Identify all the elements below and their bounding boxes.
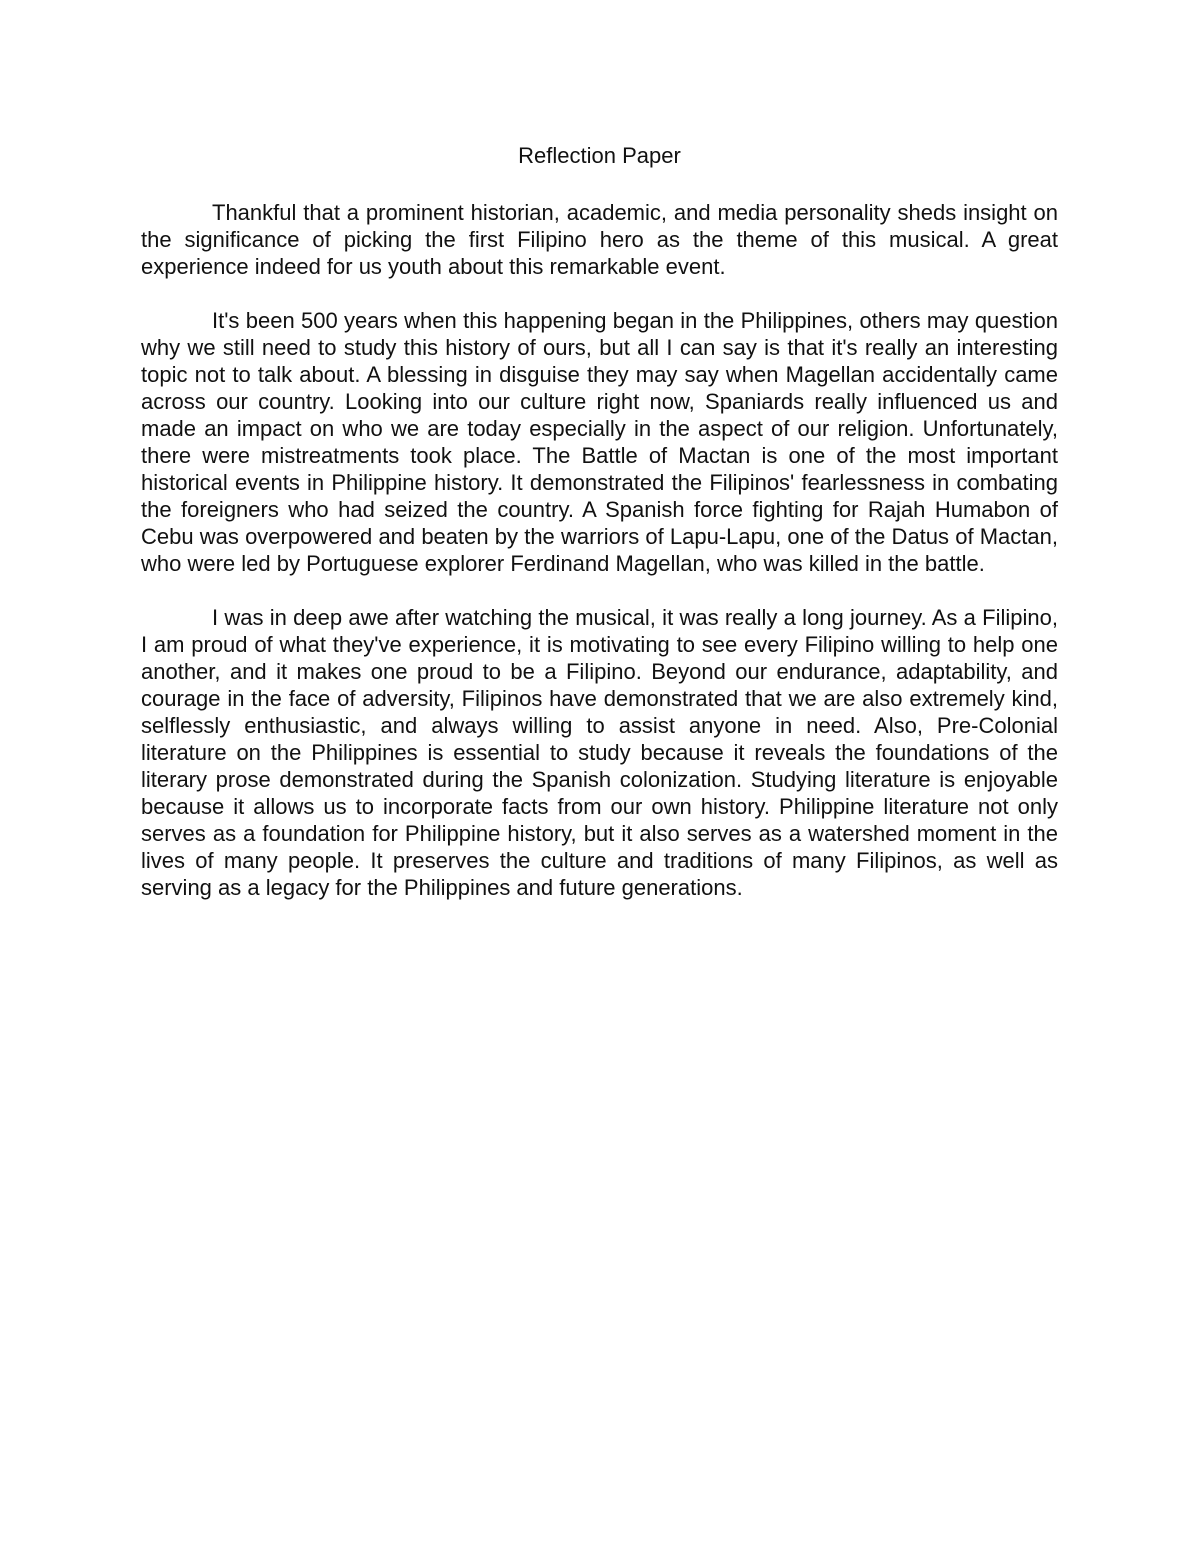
paragraph-2: It's been 500 years when this happening began in the Philippines, others may question why we still need to study this history of ours, but all I can say is that it's really an interesting topic not to talk about. A blessing in disguise they may say when Magellan accidentally came across our country. Looking into our culture right now, Spaniards really influenced us and made an impact on who we are today especially in the aspect of our religion. Unfortunately, there were mistreatments took place. The Battle of Mactan is one of the most important historical events in Philippine history. It demonstrated the Filipinos' fearlessness in combating the foreigners who had seized the country. A Spanish force fighting for Rajah Humabon of Cebu was overpowered and beaten by the warriors of Lapu-Lapu, one of the Datus of Mactan, who were led by Portuguese explorer Ferdinand Magellan, who was killed in the battle.	[141, 308, 1058, 576]
document-title: Reflection Paper	[518, 143, 681, 168]
document-body	[141, 141, 1058, 928]
paragraph-3: I was in deep awe after watching the musical, it was really a long journey. As a Filipino, I am proud of what they've experience, it is motivating to see every Filipino willing to help one another, and it makes one proud to be a Filipino. Beyond our endurance, adaptability, and courage in the face of adversity, Filipinos have demonstrated that we are also extremely kind, selflessly enthusiastic, and always willing to assist anyone in need. Also, Pre-Colonial literature on the Philippines is essential to study because it reveals the foundations of the literary prose demonstrated during the Spanish colonization. Studying literature is enjoyable because it allows us to incorporate facts from our own history. Philippine literature not only serves as a foundation for Philippine history, but it also serves as a watershed moment in the lives of many people. It preserves the culture and traditions of many Filipinos, as well as serving as a legacy for the Philippines and future generations.	[141, 605, 1058, 900]
paragraph-1: Thankful that a prominent historian, academic, and media personality sheds insight on the significance of picking the first Filipino hero as the theme of this musical. A great experience indeed for us youth about this remarkable event.	[141, 200, 1058, 279]
